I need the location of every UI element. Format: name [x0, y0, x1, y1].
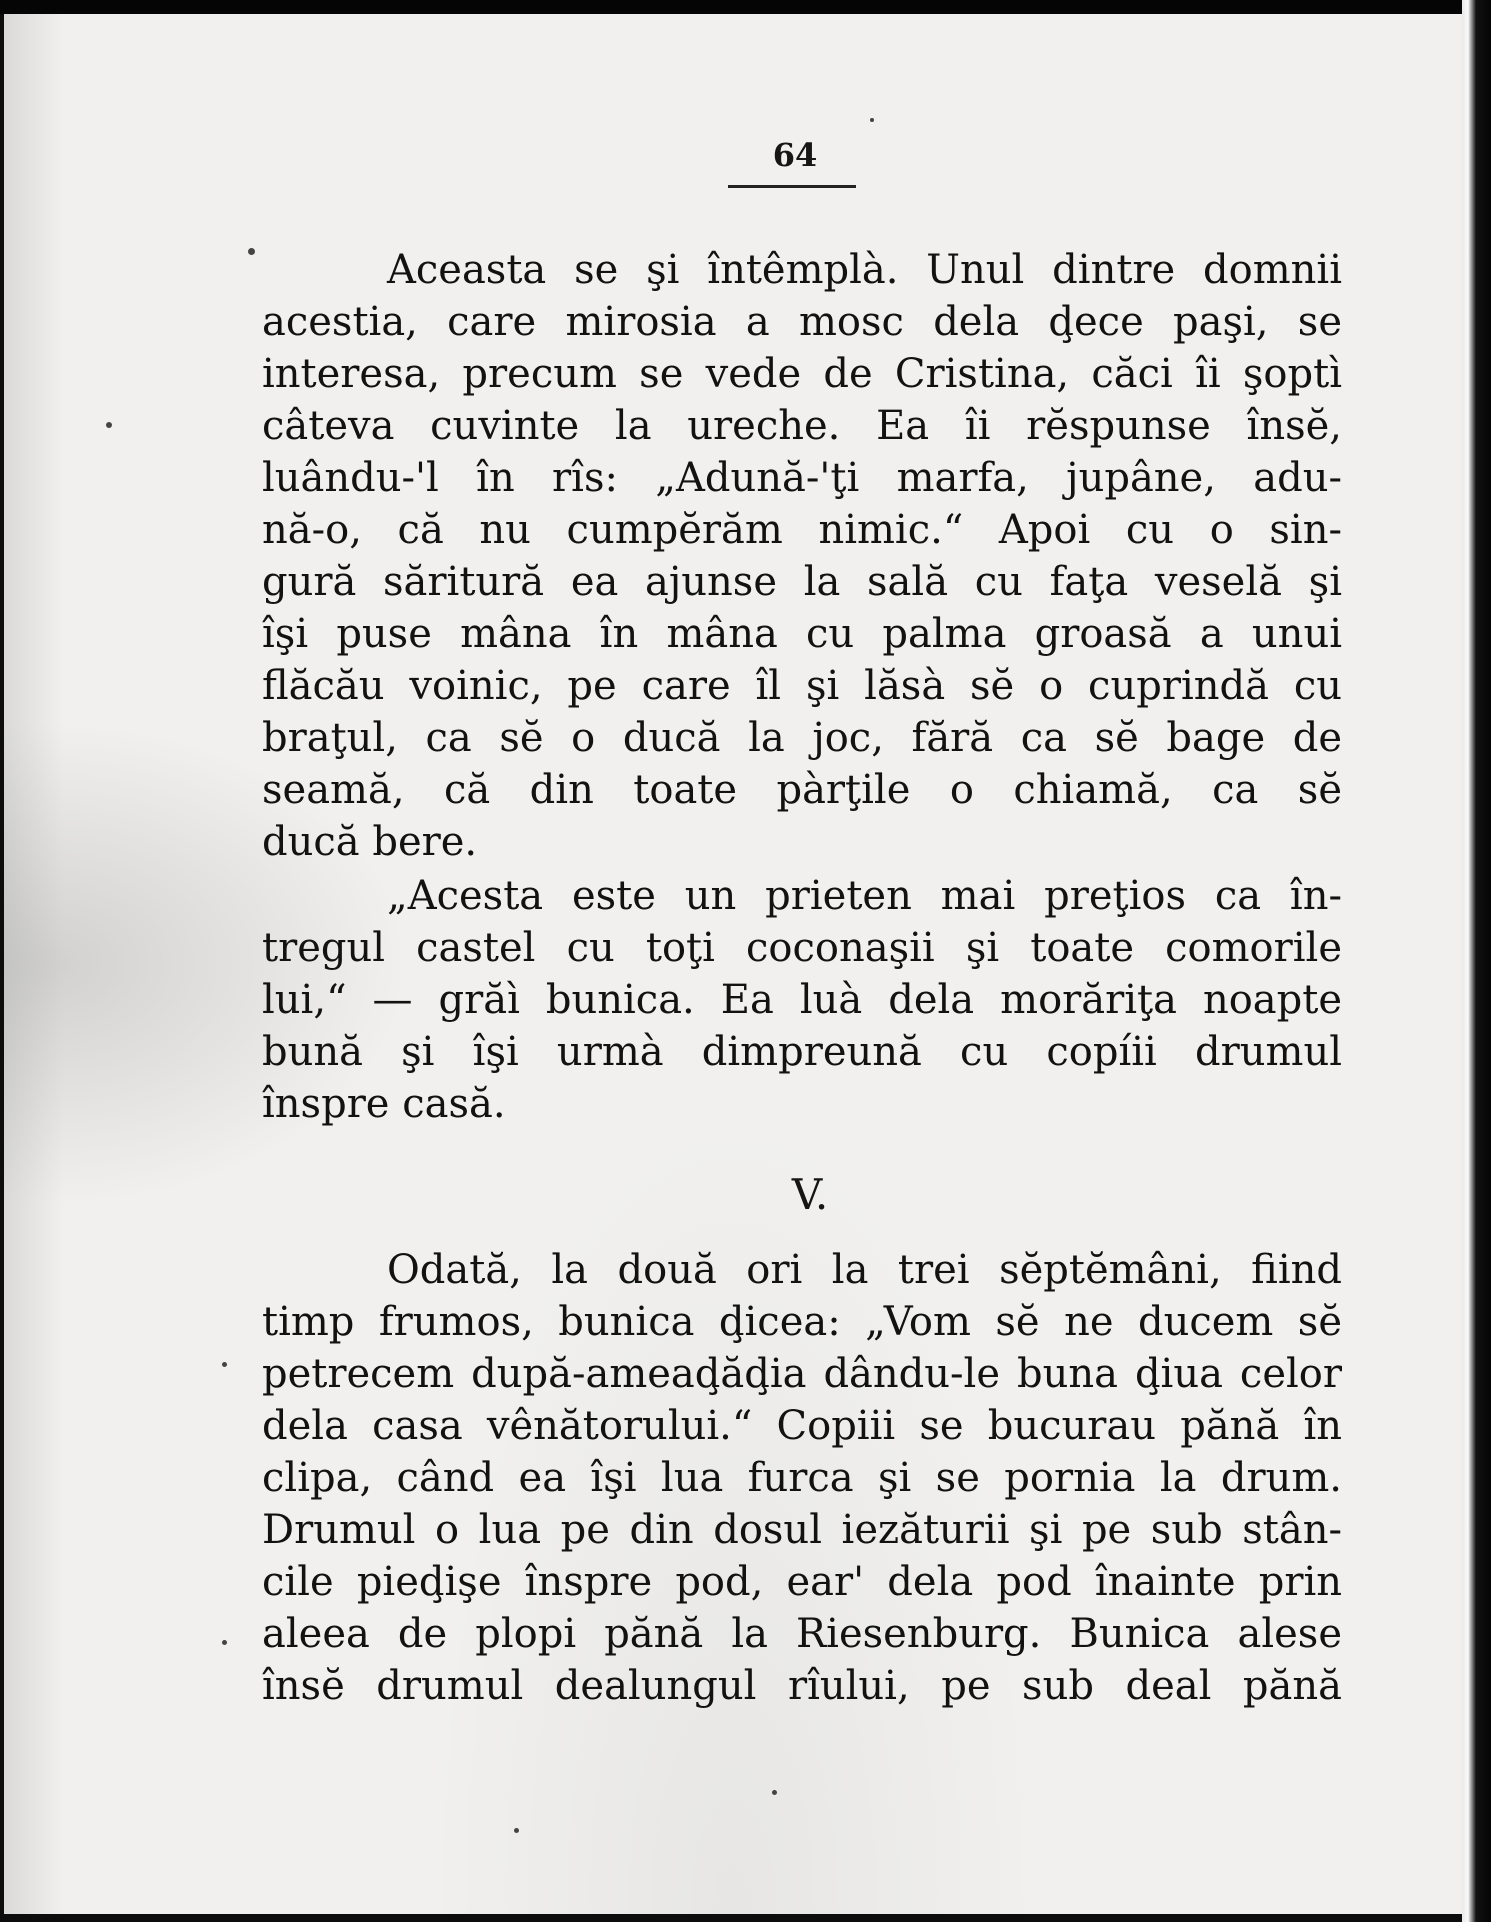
- text-line: îşi puse mâna în mâna cu palma groasă a unui: [262, 611, 1342, 657]
- text-line: Aceasta se şi întêmplà. Unul dintre domnii: [387, 247, 1342, 293]
- text-line: înspre casă.: [262, 1081, 506, 1127]
- text-line: bună şi îşi urmà dimpreună cu copíii drumul: [262, 1029, 1342, 1075]
- paragraph-2: [262, 870, 1342, 1130]
- text-line: aleea de plopi pănă la Riesenburg. Bunica alese: [262, 1611, 1342, 1657]
- text-line: Odată, la două ori la trei sĕptĕmâni, fiind: [387, 1247, 1342, 1293]
- text-line: flăcău voinic, pe care îl şi lăsà sĕ o cuprindă cu: [262, 663, 1342, 709]
- text-line: luându-'l în rîs: „Adună-'ţi marfa, jupâne, adu-: [262, 455, 1342, 501]
- scan-speck: [514, 1828, 519, 1833]
- paragraph-1: [262, 244, 1342, 868]
- text-line: însĕ drumul dealungul rîului, pe sub deal pănă: [262, 1663, 1342, 1709]
- text-line: lui,“ — grăì bunica. Ea luà dela morăriţa noapte: [262, 977, 1342, 1023]
- scan-top-edge: [0, 0, 1491, 14]
- text-line: ducă bere.: [262, 819, 478, 865]
- scan-speck: [106, 422, 112, 428]
- scan-speck: [248, 248, 255, 255]
- text-line: „Acesta este un prieten mai preţios ca în-: [387, 873, 1342, 919]
- text-line: dela casa vênătorului.“ Copiii se bucurau pănă în: [262, 1403, 1342, 1449]
- text-line: acestia, care mirosia a mosc dela ḑece paşi, se: [262, 299, 1342, 345]
- text-line: petrecem după-ameaḑăḑia dându-le buna ḑiua celor: [262, 1351, 1342, 1397]
- scan-speck: [772, 1790, 777, 1795]
- text-line: gură săritură ea ajunse la sală cu faţa veselă şi: [262, 559, 1342, 605]
- scan-speck: [222, 1362, 227, 1367]
- text-line: Drumul o lua pe din dosul iezăturii şi pe sub stân-: [262, 1507, 1342, 1553]
- paragraph-3: [262, 1244, 1342, 1712]
- section-heading: V.: [791, 1170, 829, 1219]
- text-line: câteva cuvinte la ureche. Ea îi rĕspunse însĕ,: [262, 403, 1342, 449]
- text-line: tregul castel cu toţi coconaşii şi toate comorile: [262, 925, 1342, 971]
- text-line: clipa, când ea îşi lua furca şi se pornia la drum.: [262, 1455, 1342, 1501]
- text-line: nă-o, că nu cumpĕrăm nimic.“ Apoi cu o sin-: [262, 507, 1342, 553]
- text-line: interesa, precum se vede de Cristina, căci îi şoptì: [262, 351, 1342, 397]
- scan-speck: [870, 118, 874, 122]
- page-number: 64: [772, 136, 818, 174]
- text-line: timp frumos, bunica ḑicea: „Vom sĕ ne ducem sĕ: [262, 1299, 1342, 1345]
- text-line: braţul, ca sĕ o ducă la joc, fără ca sĕ bage de: [262, 715, 1342, 761]
- text-line: seamă, că din toate pàrţile o chiamă, ca sĕ: [262, 767, 1342, 813]
- page-number-rule: [728, 185, 856, 188]
- scan-speck: [222, 1640, 227, 1645]
- scan-right-edge: [1462, 0, 1491, 1922]
- text-line: cile pieḑişe înspre pod, ear' dela pod înainte prin: [262, 1559, 1342, 1605]
